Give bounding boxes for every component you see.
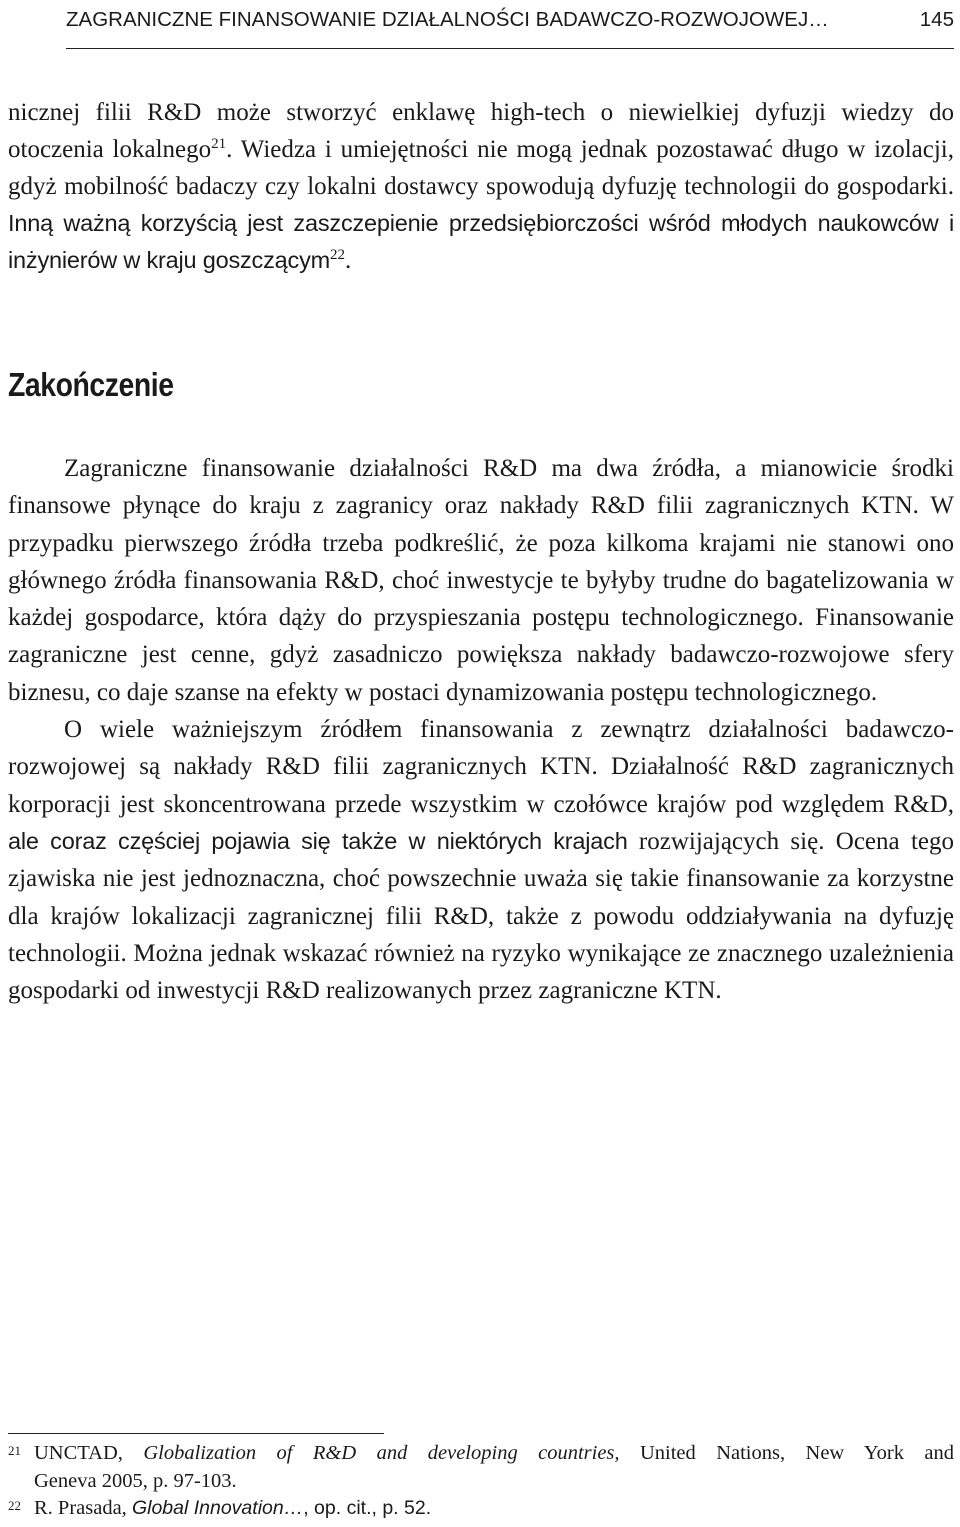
paragraph-1: Zagraniczne finansowanie działalności R&D ma dwa źródła, a mianowicie środki finansowe płynące do kraju z zagranicy oraz nakłady R&D filii zagranicznych KTN. W przypadku pierwszego źródła trzeba podkreślić, że poza kilkoma krajami nie stanowi ono głównego źródła finansowania R&D, choć inwestycje te byłyby trudne do bagatelizowania w każdej gospodarce, która dąży do przyspieszania postępu technologicznego. Finansowanie zagraniczne jest cenne, gdyż zasadniczo powiększa nakłady badawczo-rozwojowe sfery biznesu, co daje szanse na efekty w postaci dynamizowania postępu technologicznego. — [8, 455, 954, 706]
footnote-ref-22[interactable]: 22 — [330, 247, 345, 263]
intro-paragraph — [8, 94, 954, 279]
footnote-number: 21 — [8, 1443, 21, 1458]
footnote-title: Global Innovation… — [131, 1497, 304, 1519]
footnote-post: , op. cit., p. 52. — [303, 1497, 432, 1519]
running-header — [66, 3, 954, 37]
footnote-rule — [8, 1433, 384, 1434]
footnote-pre: R. Prasada, — [34, 1497, 132, 1519]
footnote-ref-21[interactable]: 21 — [211, 136, 227, 152]
footnote-pre: UNCTAD, — [34, 1442, 144, 1464]
footnote-text — [34, 1495, 954, 1523]
intro-text-d: . — [345, 247, 352, 274]
intro-text-b: . Wiedza i umiejętności nie mogą jednak pozostawać długo w izolacji, gdyż mobilność badaczy czy lokalni dostawcy spowodują dyfuzję technologii do gospodarki. — [8, 136, 954, 200]
footnote-post: United Nations, New York and — [619, 1442, 954, 1464]
footnote-22 — [8, 1495, 954, 1523]
footnotes — [8, 1440, 954, 1523]
running-title: ZAGRANICZNE FINANSOWANIE DZIAŁALNOŚCI BADAWCZO-ROZWOJOWEJ… — [66, 8, 829, 31]
footnote-title: Globalization of R&D and developing countries, — [143, 1442, 620, 1464]
paragraph-2-text-c: rozwijających się. Ocena tego zjawiska nie jest jednoznaczna, choć powszechnie uważa się takie finansowanie za korzystne dla krajów lokalizacji zagranicznej filii R&D, także z powodu oddziaływania na dyfuzję technologii. Można jednak wskazać również na ryzyko wynikające ze znacznego uzależnienia gospodarki od inwestycji R&D realizowanych przez zagraniczne KTN. — [8, 827, 954, 1005]
footnote-21-continuation: Geneva 2005, p. 97-103. — [34, 1469, 237, 1492]
section-body — [8, 450, 954, 1009]
section-heading: Zakończenie — [8, 366, 174, 403]
footnote-number: 22 — [8, 1498, 21, 1513]
footnote-text — [34, 1440, 954, 1468]
header-rule — [66, 48, 954, 49]
intro-text-c: Inną ważną korzyścią jest zaszczepienie przedsiębiorczości wśród młodych naukowców i inżynierów w kraju goszczącym — [8, 210, 954, 273]
paragraph-2 — [8, 711, 954, 1009]
paragraph-2-text-a: O wiele ważniejszym źródłem finansowania z zewnątrz działalności badawczo-rozwojowej są nakłady R&D filii zagranicznych KTN. Działalność R&D zagranicznych korporacji jest skoncentrowana przede wszystkim w czołówce krajów pod względem R&D, — [8, 716, 954, 818]
paragraph-2-text-b: ale coraz częściej pojawia się także w niektórych krajach — [8, 827, 628, 854]
intro-text-a: nicznej filii R&D może stworzyć enklawę high-tech o niewielkiej dyfuzji wiedzy do otoczenia lokalnego — [8, 99, 954, 163]
footnote-21 — [8, 1440, 954, 1468]
page-number: 145 — [919, 8, 954, 31]
